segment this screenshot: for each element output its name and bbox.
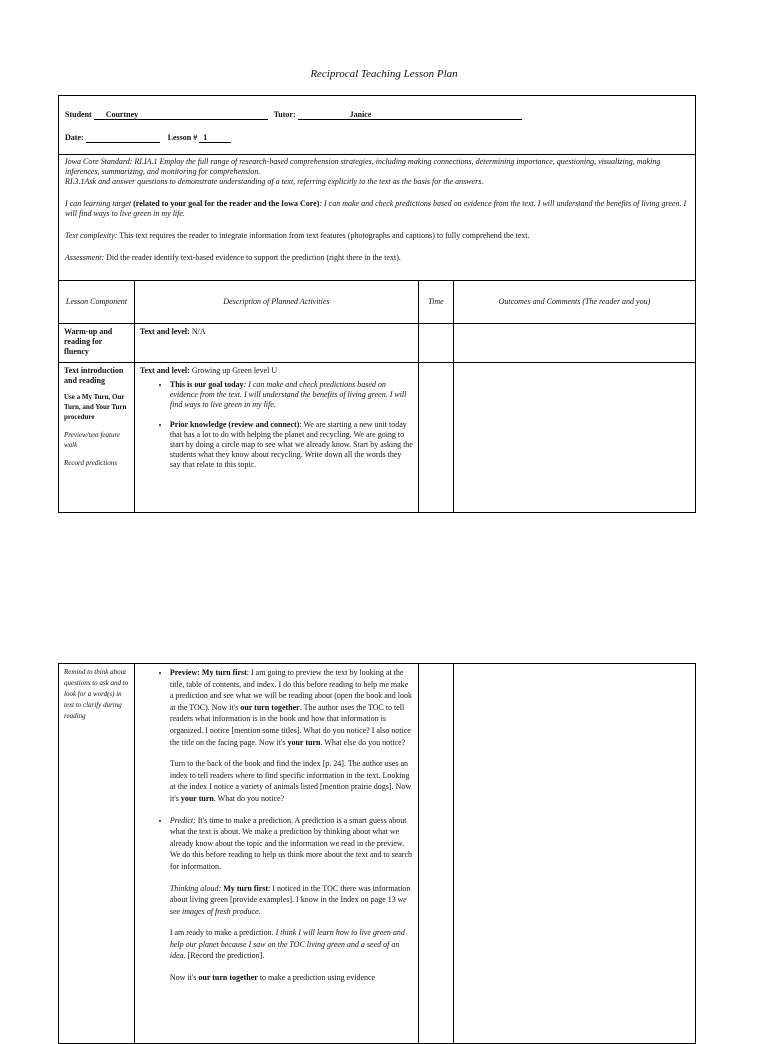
row-time (419, 664, 454, 1044)
row-time (418, 324, 453, 363)
header-outcomes: Outcomes and Comments (The reader and you) (453, 281, 695, 324)
list-item: • Preview: My turn first: I am going to preview the text by looking at the title, table of contents, and index. I do this before reading to help me make a prediction and see what we will be reading about (open the book and look at the TOC). Now it's our turn together. The author uses the TOC to tell readers what information is in the book and how that information is organized. I notice [mention some titles]. What do you notice? I also notice the title on the facing page. Now it's your turn. What else do you notice? Turn to the back of the book and find the index [p. 24]. The author uses an index to tell readers where to find specific information in the text. Looking at the index I notice a variety of animals listed [mention prairie dogs]. Now it's your turn. What do you notice? (170, 667, 413, 805)
student-value: Courtney (94, 110, 268, 120)
lesson-value: 1 (199, 133, 231, 143)
lesson-table-continued (58, 663, 696, 1044)
table-row (59, 664, 696, 1044)
date-value (86, 133, 160, 143)
list-item: • Prior knowledge (review and connect): We are starting a new unit today that has a lot to do with helping the planet and recycling. We are going to start by doing a circle map to see what we already know. Start by asking the students what they know about recycling. Write down all the words they say that relate to this topic. (170, 420, 413, 470)
assessment: Assessment: Did the reader identify text-based evidence to support the prediction (right there in the text). (65, 253, 401, 262)
thinking-paragraph: Thinking aloud: My turn first: I noticed in the TOC there was information about living green [provide examples]. I know in the Index on page 13 we see images of fresh produce. (169, 883, 411, 916)
date-label: Date: (65, 133, 84, 142)
row-component: Warm-up and reading for fluency (59, 324, 135, 363)
row-component: Text introduction and reading Use a My Turn, Our Turn, and Your Turn procedure Preview/text feature walk Record predictions (59, 363, 135, 513)
table-header-row (59, 281, 696, 324)
row-time (418, 363, 453, 513)
date-lesson-line (65, 133, 231, 143)
header-description: Description of Planned Activities (134, 281, 418, 324)
document-title: Reciprocal Teaching Lesson Plan (310, 68, 458, 80)
row-description: Text and level: N/A (134, 324, 418, 363)
header-box (58, 95, 696, 155)
ready-paragraph: I am ready to make a prediction. I think I will learn how to live green and help our planet because I saw on the TOC living green and a seed of an idea. [Record the prediction]. (169, 928, 405, 961)
now-paragraph: Now it's our turn together to make a prediction using evidence (169, 973, 376, 983)
standards-box (58, 154, 696, 281)
row-outcomes (453, 363, 695, 513)
table-row (59, 324, 696, 363)
activity-list (140, 380, 413, 470)
row-description: Text and level: Growing up Green level U • This is our goal today: I can make and check predictions based on evidence from the text. I will understand the benefits of living green. I will find ways to live green in my life. • Prior knowledge (review and connect): We are starting a new unit today that has a lot to do with helping the planet and recycling. We are going to start by doing a circle map to see what we already know. Start by asking the students what they know about recycling. Write down all the words they say that relate to this topic. (134, 363, 418, 513)
iowa-standard: Iowa Core Standard: RI.IA.1 Employ the full range of research-based comprehension strategies, including making connections, determining importance, questioning, visualizing, making inferences, summarizing, and monitoring for comprehension. RI.3.1Ask and answer questions to demonstrate understanding of a text, referring explicitly to the text as the basis for the answers. (65, 157, 661, 186)
student-tutor-line (65, 110, 522, 120)
row-outcomes (453, 664, 695, 1044)
text-complexity: Text complexity: This text requires the reader to integrate information from text features (photographs and captions) to fully comprehend the text. (65, 231, 530, 240)
table-row (59, 363, 696, 513)
lesson-table (58, 280, 696, 513)
lesson-label: Lesson # (167, 133, 198, 142)
index-paragraph: Turn to the back of the book and find the index [p. 24]. The author uses an index to tell readers where to find specific information in the text. Looking at the index I notice a variety of animals listed [mention prairie dogs]. Now it's your turn. What do you notice? (169, 759, 412, 803)
list-item: • Predict: It's time to make a prediction. A prediction is a smart guess about what the text is about. We make a prediction by thinking about what we already know about the topic and the information we read in the preview. We do this before reading to help us think more about the text and to search for information. Thinking aloud: My turn first: I noticed in the TOC there was information about living green [provide examples]. I know in the Index on page 13 we see images of fresh produce. I am ready to make a prediction. I think I will learn how to live green and help our planet because I saw on the TOC living green and a seed of an idea. [Record the prediction]. Now it's our turn together to make a prediction using evidence (170, 815, 413, 984)
list-item: • This is our goal today: I can make and check predictions based on evidence from the text. I will understand the benefits of living green. I will find ways to live green in my life. (170, 380, 413, 410)
header-component: Lesson Component (59, 281, 135, 324)
row-description (134, 664, 418, 1044)
tutor-value: Janice (298, 110, 522, 120)
row-outcomes (453, 324, 695, 363)
activity-list (140, 667, 413, 984)
learning-target: I can learning target (related to your goal for the reader and the Iowa Core): I can make and check predictions based on evidence from the text. I will understand the benefits of living green. I will find ways to live green in my life. (65, 199, 687, 218)
student-label: Student (65, 110, 92, 119)
row-component: Remind to think about questions to ask and to look for a word(s) in text to clarify during reading (59, 664, 135, 1044)
header-time: Time (418, 281, 453, 324)
tutor-label: Tutor: (273, 110, 296, 119)
